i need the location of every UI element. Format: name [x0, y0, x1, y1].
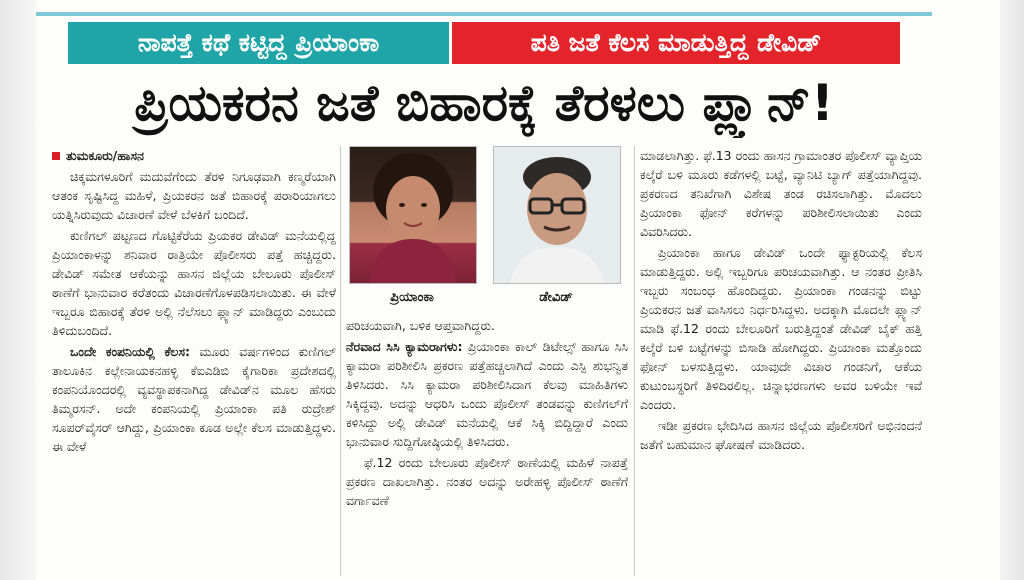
paragraph: ಚಿಕ್ಕಮಗಳೂರಿಗೆ ಮದುವೆಗೆಂದು ತೆರಳಿ ನಿಗೂಢವಾಗಿ ಕಣ್ಮರೆಯಾಗಿ ಆತಂಕ ಸೃಷ್ಟಿಸಿದ್ದ ಮಹಿಳೆ, ಪ್ರಿಯಕರನ ಜತೆ ಬಿಹಾರಕ್ಕೆ ಪರಾರಿಯಾಗಲು ಯತ್ನಿಸಿರುವುದು ವಿಚಾರಣೆ ವೇಳೆ ಬೆಳಕಿಗೆ ಬಂದಿದೆ.: [52, 169, 336, 222]
article-column-1: [52, 146, 336, 576]
column-divider: [340, 146, 341, 576]
dateline-text: ತುಮಕೂರು/ಹಾಸನ: [66, 148, 144, 163]
subheading: ಒಂದೇ ಕಂಪನಿಯಲ್ಲಿ ಕೆಲಸ:: [70, 344, 190, 359]
paragraph: ಫೆ.12 ರಂದು ಬೇಲೂರು ಪೊಲೀಸ್ ಠಾಣೆಯಲ್ಲಿ ಮಹಿಳೆ ನಾಪತ್ತೆ ಪ್ರಕರಣ ದಾಖಲಾಗಿತ್ತು. ನಂತರ ಅದನ್ನು ಅರೇಹಳ್ಳಿ ಪೊಲೀಸ್ ಠಾಣೆಗೆ ವರ್ಗಾವಣೆ: [346, 455, 628, 508]
portrait-man-icon: [494, 147, 620, 283]
paragraph: ಕುಣಿಗಲ್ ಪಟ್ಟಣದ ಗೊಟ್ಟಿಕೆರೆಯ ಪ್ರಿಯಕರ ಡೇವಿಡ್ ಮನೆಯಲ್ಲಿದ್ದ ಪ್ರಿಯಾಂಕಾಳನ್ನು ಶನಿವಾರ ರಾತ್ರಿಯೇ ಪೊಲೀಸರು ಪತ್ತೆ ಹಚ್ಚಿದ್ದರು. ಡೇವಿಡ್ ಸಮೇತ ಆಕೆಯನ್ನು ಹಾಸನ ಜಿಲ್ಲೆಯ ಬೇಲೂರು ಪೊಲೀಸ್ ಠಾಣೆಗೆ ಭಾನುವಾರ ಕರೆತಂದು ವಿಚಾರಣೆಗೊಳಪಡಿಸಲಾಯಿತು. ಈ ವೇಳೆ ಇಬ್ಬರೂ ಬಿಹಾರಕ್ಕೆ ತೆರಳಿ ಅಲ್ಲಿ ನೆಲೆಸಲು ಪ್ಲ್ಯಾನ್ ಮಾಡಿದ್ದರು ಎಂಬುದು ತಿಳಿದುಬಂದಿದೆ.: [52, 228, 336, 338]
bullet-icon: [52, 152, 60, 160]
paragraph-text: ಪ್ರಿಯಾಂಕಾ ಕಾಲ್ ಡಿಟೇಲ್ಸ್ ಹಾಗೂ ಸಿಸಿ ಕ್ಯಾಮರಾ ಪರಿಶೀಲಿಸಿ ಪ್ರಕರಣ ಪತ್ತೆಹಚ್ಚಲಾಗಿದೆ ಎಂದು ಎಸ್ಪಿ ಶುಭನ್ವಿತ ತಿಳಿಸಿದರು. ಸಿಸಿ ಕ್ಯಾಮರಾ ಪರಿಶೀಲಿಸಿದಾಗ ಕೆಲವು ಮಾಹಿತಿಗಳು ಸಿಕ್ಕಿದ್ದವು. ಅದನ್ನು ಆಧರಿಸಿ ಒಂದು ಪೊಲೀಸ್ ತಂಡವನ್ನು ಕುಣಿಗಲ್‌ಗೆ ಕಳಿಸಿದ್ದು ಅಲ್ಲಿ ಡೇವಿಡ್ ಮನೆಯಲ್ಲಿ ಆಕೆ ಸಿಕ್ಕಿ ಬಿದ್ದಿದ್ದಾರೆ ಎಂದು ಭಾನುವಾರ ಸುದ್ದಿಗೋಷ್ಠಿಯಲ್ಲಿ ತಿಳಿಸಿದರು.: [346, 339, 628, 449]
paragraph: ಮಾಡಲಾಗಿತ್ತು. ಫೆ.13 ರಂದು ಹಾಸನ ಗ್ರಾಮಾಂತರ ಪೊಲೀಸ್ ವ್ಯಾಪ್ತಿಯ ಕಲ್ಕೆರೆ ಬಳಿ ಮೂರು ಕಡೆಗಳಲ್ಲಿ ಬಟ್ಟೆ, ವ್ಯಾನಿಟಿ ಬ್ಯಾಗ್ ಪತ್ತೆಯಾಗಿದ್ದವು. ಪ್ರಕರಣದ ತನಿಖೆಗಾಗಿ ವಿಶೇಷ ತಂಡ ರಚಿಸಲಾಗಿತ್ತು. ಮೊದಲು ಪ್ರಿಯಾಂಕಾ ಫೋನ್ ಕರೆಗಳನ್ನು ಪರಿಶೀಲಿಸಲಾಯಿತು ಎಂದು ವಿವರಿಸಿದರು.: [640, 148, 922, 239]
column-divider: [634, 146, 635, 576]
portrait-woman-icon: [350, 147, 476, 283]
kicker-left: ನಾಪತ್ತೆ ಕಥೆ ಕಟ್ಟಿದ್ದ ಪ್ರಿಯಾಂಕಾ: [68, 22, 449, 64]
paragraph-text: ಮೂರು ವರ್ಷಗಳಿಂದ ಕುಣಿಗಲ್ ತಾಲೂಕಿನ ಕಲ್ಲೇನಾಯಕನಹಳ್ಳಿ ಕೆಐಎಡಿಬಿ ಕೈಗಾರಿಕಾ ಪ್ರದೇಶದಲ್ಲಿ ಕಂಪನಿಯೊಂದರಲ್ಲಿ ವ್ಯವಸ್ಥಾಪಕನಾಗಿದ್ದ ಡೇವಿಡ್‌ನ ಮೂಲ ಹೆಸರು ತಿಮ್ಮರಸನ್. ಅದೇ ಕಂಪನಿಯಲ್ಲಿ ಪ್ರಿಯಾಂಕಾ ಪತಿ ರುದ್ರೇಶ್ ಸೂಪರ್‌ವೈಸರ್ ಆಗಿದ್ದು, ಪ್ರಿಯಾಂಕಾ ಕೂಡ ಅಲ್ಲೇ ಕೆಲಸ ಮಾಡುತ್ತಿದ್ದಳು. ಈ ವೇಳೆ: [52, 344, 336, 454]
paragraph: ಇಡೀ ಪ್ರಕರಣ ಭೇದಿಸಿದ ಹಾಸನ ಜಿಲ್ಲೆಯ ಪೊಲೀಸರಿಗೆ ಅಭಿನಂದನೆ ಜತೆಗೆ ಬಹುಮಾನ ಘೋಷಣೆ ಮಾಡಿದರು.: [640, 418, 922, 452]
paragraph: ಪರಿಚಯವಾಗಿ, ಬಳಿಕ ಆಪ್ತವಾಗಿದ್ದರು.: [346, 318, 496, 333]
photo-caption-david: ಡೇವಿಡ್: [539, 290, 573, 305]
page-right-margin: [1000, 0, 1024, 580]
article-column-2: [346, 316, 628, 576]
paragraph: [52, 342, 336, 456]
photo-david: [493, 146, 621, 284]
photo-priyanka: [349, 146, 477, 284]
headline: ಪ್ರಿಯಕರನ ಜತೆ ಬಿಹಾರಕ್ಕೆ ತೆರಳಲು ಪ್ಲ್ಯಾನ್!: [134, 74, 834, 132]
kicker-right: ಪತಿ ಜತೆ ಕೆಲಸ ಮಾಡುತ್ತಿದ್ದ ಡೇವಿಡ್: [452, 22, 900, 64]
paragraph: [346, 337, 628, 451]
paragraph: ಪ್ರಿಯಾಂಕಾ ಹಾಗೂ ಡೇವಿಡ್ ಒಂದೇ ಫ್ಯಾಕ್ಟರಿಯಲ್ಲಿ ಕೆಲಸ ಮಾಡುತ್ತಿದ್ದರು. ಅಲ್ಲಿ ಇಬ್ಬರಿಗೂ ಪರಿಚಯವಾಗಿತ್ತು. ಆ ನಂತರ ಪ್ರೀತಿಸಿ ಇಬ್ಬರು ಸಂಬಂಧ ಹೊಂದಿದ್ದರು. ಪ್ರಿಯಾಂಕಾ ಗಂಡನನ್ನು ಬಿಟ್ಟು ಪ್ರಿಯಕರನ ಜತೆ ವಾಸಿಸಲು ನಿರ್ಧರಿಸಿದ್ದಳು. ಅದಕ್ಕಾಗಿ ಮೊದಲೇ ಪ್ಲ್ಯಾನ್ ಮಾಡಿ ಫೆ.12 ರಂದು ಬೇಲೂರಿಗೆ ಬರುತ್ತಿದ್ದಂತೆ ಡೇವಿಡ್ ಬೈಕ್ ಹತ್ತಿ ಕಲ್ಕೆರೆ ಬಳಿ ಬಟ್ಟೆಗಳನ್ನು ಬಿಸಾಡಿ ಹೋಗಿದ್ದರು. ಪ್ರಿಯಾಂಕಾ ಮತ್ತೊಂದು ಫೋನ್ ಬಳಸುತ್ತಿದ್ದಳು. ಯಾವುದೇ ವಿಚಾರ ಗಂಡನಿಗೆ, ಆಕೆಯ ಕುಟುಂಬಸ್ಥರಿಗೆ ತಿಳಿದಿರಲಿಲ್ಲ. ಚಿನ್ನಾಭರಣಗಳು ಅವರ ಬಳಿಯೇ ಇವೆ ಎಂದರು.: [640, 245, 922, 412]
article-column-3: [640, 146, 922, 576]
dateline: [52, 146, 336, 165]
top-rule: [36, 12, 932, 16]
subheading: ನೆರವಾದ ಸಿಸಿ ಕ್ಯಾಮರಾಗಳು:: [346, 339, 463, 354]
photo-caption-priyanka: ಪ್ರಿಯಾಂಕಾ: [390, 290, 434, 305]
page-left-margin: [0, 0, 36, 580]
